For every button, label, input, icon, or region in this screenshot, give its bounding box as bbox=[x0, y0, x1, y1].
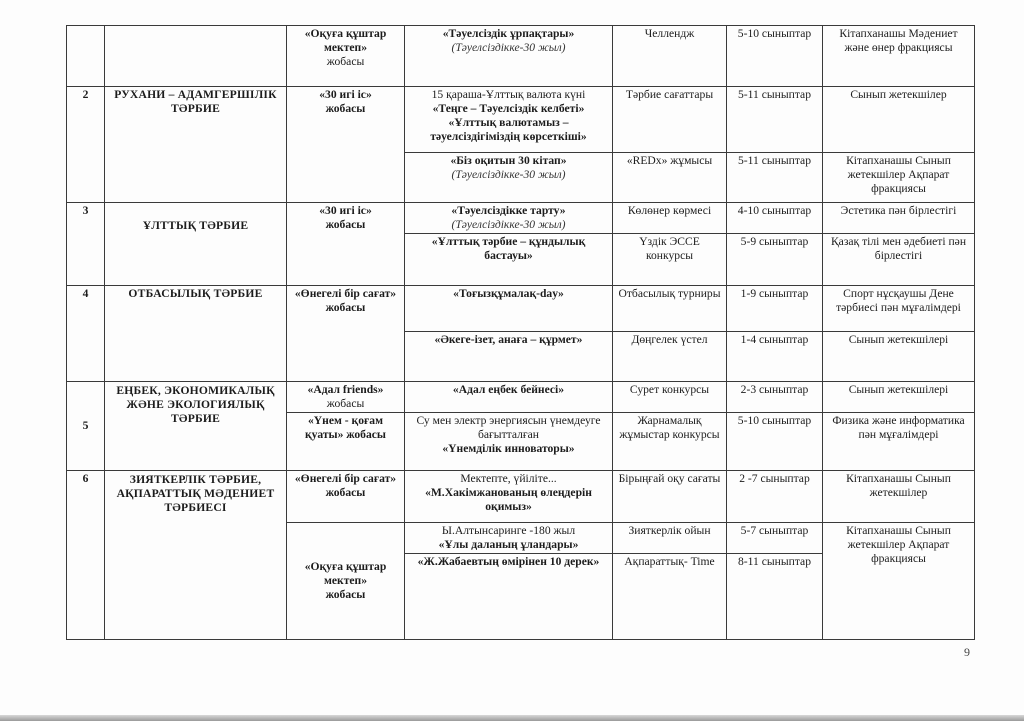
cell-text-line: «Өнегелі бір сағат» bbox=[294, 472, 397, 485]
grades-cell: 5-7 сыныптар bbox=[727, 523, 823, 554]
cell-text-line: жобасы bbox=[325, 486, 366, 499]
cell-text-line: «Оқуға құштар мектеп» bbox=[304, 560, 387, 587]
form-cell: Көлөнер көрмесі bbox=[613, 203, 727, 234]
event-cell bbox=[405, 153, 613, 203]
cell-text-line: жобасы bbox=[326, 55, 365, 68]
cell-text-line: «Оқуға құштар мектеп» bbox=[304, 27, 387, 54]
form-cell: Ақпараттық- Time bbox=[613, 554, 727, 640]
cell-text-line: «Адал еңбек бейнесі» bbox=[452, 383, 565, 396]
form-cell: Үздік ЭССЕ конкурсы bbox=[613, 234, 727, 286]
project-cell bbox=[287, 286, 405, 382]
grades-cell: 2-3 сыныптар bbox=[727, 382, 823, 413]
grades-cell: 5-10 сыныптар bbox=[727, 413, 823, 471]
direction-cell: ЕҢБЕК, ЭКОНОМИКАЛЫҚ ЖӘНЕ ЭКОЛОГИЯЛЫҚ ТӘРБИЕ bbox=[105, 382, 287, 471]
direction-cell: ЗИЯТКЕРЛІК ТӘРБИЕ, АҚПАРАТТЫҚ МӘДЕНИЕТ ТӘРБИЕСІ bbox=[105, 471, 287, 640]
cell-text-line: «Ұлттық тәрбие – құндылық бастауы» bbox=[431, 235, 586, 262]
cell-text-line: «Тәуелсіздікке тарту» bbox=[451, 204, 566, 217]
direction-cell: ОТБАСЫЛЫҚ ТӘРБИЕ bbox=[105, 286, 287, 382]
education-plan-table bbox=[66, 25, 975, 640]
grades-cell: 5-11 сыныптар bbox=[727, 87, 823, 153]
grades-cell: 5-9 сыныптар bbox=[727, 234, 823, 286]
grades-cell: 2 -7 сыныптар bbox=[727, 471, 823, 523]
row-number-cell: 6 bbox=[67, 471, 105, 640]
event-cell bbox=[405, 332, 613, 382]
cell-text-line: жобасы bbox=[325, 588, 366, 601]
responsible-cell: Сынып жетекшілері bbox=[823, 382, 975, 413]
cell-text-line: жобасы bbox=[326, 397, 365, 410]
grades-cell: 8-11 сыныптар bbox=[727, 554, 823, 640]
form-cell: Тәрбие сағаттары bbox=[613, 87, 727, 153]
event-cell bbox=[405, 471, 613, 523]
cell-text-line: жобасы bbox=[325, 301, 366, 314]
responsible-cell: Физика және информатика пән мұғалімдері bbox=[823, 413, 975, 471]
form-cell: Зияткерлік ойын bbox=[613, 523, 727, 554]
direction-cell: РУХАНИ – АДАМГЕРШІЛІК ТӘРБИЕ bbox=[105, 87, 287, 203]
event-cell bbox=[405, 523, 613, 554]
row-number-cell: 4 bbox=[67, 286, 105, 382]
table-row bbox=[67, 203, 975, 234]
cell-text-line: «Үнемділік инноваторы» bbox=[442, 442, 575, 455]
project-cell bbox=[287, 523, 405, 640]
project-cell bbox=[287, 26, 405, 87]
responsible-cell: Сынып жетекшілері bbox=[823, 332, 975, 382]
row-number-cell: 2 bbox=[67, 87, 105, 203]
cell-text-line: Мектепте, үйіліте... bbox=[460, 472, 557, 485]
responsible-cell: Сынып жетекшілер bbox=[823, 87, 975, 153]
row-number-cell bbox=[67, 26, 105, 87]
table-row bbox=[67, 87, 975, 153]
cell-text-line: «30 игі іс» bbox=[319, 204, 372, 217]
cell-text-line: (Тәуелсіздікке-30 жыл) bbox=[451, 41, 566, 54]
scan-bottom-edge bbox=[0, 715, 1024, 721]
event-cell bbox=[405, 26, 613, 87]
event-cell bbox=[405, 382, 613, 413]
project-cell bbox=[287, 413, 405, 471]
event-cell bbox=[405, 234, 613, 286]
row-number-cell: 5 bbox=[67, 382, 105, 471]
form-cell: Отбасылық турниры bbox=[613, 286, 727, 332]
event-cell bbox=[405, 286, 613, 332]
cell-text-line: «Тәуелсіздік ұрпақтары» bbox=[442, 27, 575, 40]
cell-text-line: «Теңге – Тәуелсіздік келбеті» bbox=[432, 102, 585, 115]
event-cell bbox=[405, 87, 613, 153]
grades-cell: 1-9 сыныптар bbox=[727, 286, 823, 332]
responsible-cell: Кітапханашы Сынып жетекшілер bbox=[823, 471, 975, 523]
row-number-cell: 3 bbox=[67, 203, 105, 286]
cell-text-line: Су мен электр энергиясын үнемдеуге бағытталған bbox=[416, 414, 601, 441]
form-cell: Дөңгелек үстел bbox=[613, 332, 727, 382]
grades-cell: 1-4 сыныптар bbox=[727, 332, 823, 382]
project-cell bbox=[287, 382, 405, 413]
direction-cell: ҰЛТТЫҚ ТӘРБИЕ bbox=[105, 203, 287, 286]
cell-text-line: «М.Хакімжанованың өлеңдерін оқимыз» bbox=[425, 486, 592, 513]
event-cell bbox=[405, 203, 613, 234]
responsible-cell: Қазақ тілі мен әдебиеті пән бірлестігі bbox=[823, 234, 975, 286]
table-row bbox=[67, 26, 975, 87]
cell-text-line: «Өнегелі бір сағат» bbox=[294, 287, 397, 300]
project-cell bbox=[287, 203, 405, 286]
form-cell: Жарнамалық жұмыстар конкурсы bbox=[613, 413, 727, 471]
project-cell bbox=[287, 87, 405, 203]
cell-text-line: «Тоғызқұмалақ-day» bbox=[453, 287, 564, 300]
responsible-cell: Спорт нұсқаушы Дене тәрбиесі пән мұғалімдері bbox=[823, 286, 975, 332]
event-cell bbox=[405, 554, 613, 640]
cell-text-line: жобасы bbox=[325, 102, 366, 115]
responsible-cell: Эстетика пән бірлестігі bbox=[823, 203, 975, 234]
form-cell: Сурет конкурсы bbox=[613, 382, 727, 413]
responsible-cell: Кітапханашы Мәдениет және өнер фракциясы bbox=[823, 26, 975, 87]
direction-cell bbox=[105, 26, 287, 87]
grades-cell: 5-11 сыныптар bbox=[727, 153, 823, 203]
cell-text-line: «Біз оқитын 30 кітап» bbox=[450, 154, 567, 167]
table-row bbox=[67, 286, 975, 332]
grades-cell: 5-10 сыныптар bbox=[727, 26, 823, 87]
cell-text-line: «Әкеге-ізет, анаға – құрмет» bbox=[434, 333, 583, 346]
cell-text-line: (Тәуелсіздікке-30 жыл) bbox=[451, 168, 566, 181]
form-cell: «REDx» жұмысы bbox=[613, 153, 727, 203]
cell-text-line: «Үнем - қоғам қуаты» жобасы bbox=[305, 414, 386, 441]
cell-text-line: (Тәуелсіздікке-30 жыл) bbox=[451, 218, 566, 231]
table-row bbox=[67, 471, 975, 523]
cell-text-line: Ы.Алтынсаринге -180 жыл bbox=[441, 524, 576, 537]
responsible-cell: Кітапханашы Сынып жетекшілер Ақпарат фракциясы bbox=[823, 523, 975, 640]
cell-text-line: «30 игі іс» bbox=[319, 88, 372, 101]
table-row bbox=[67, 382, 975, 413]
event-cell bbox=[405, 413, 613, 471]
cell-text-line: «Ұлы даланың ұландары» bbox=[438, 538, 579, 551]
responsible-cell: Кітапханашы Сынып жетекшілер Ақпарат фракциясы bbox=[823, 153, 975, 203]
grades-cell: 4-10 сыныптар bbox=[727, 203, 823, 234]
cell-text-line: «Ж.Жабаевтың өмірінен 10 дерек» bbox=[417, 555, 600, 568]
form-cell: Бірыңғай оқу сағаты bbox=[613, 471, 727, 523]
form-cell: Челлендж bbox=[613, 26, 727, 87]
page-number: 9 bbox=[964, 645, 970, 659]
cell-text-line: 15 қараша-Ұлттық валюта күні bbox=[431, 88, 586, 101]
project-cell bbox=[287, 471, 405, 523]
cell-text-line: «Ұлттық валютамыз – тәуелсіздігіміздің көрсеткіші» bbox=[430, 116, 587, 143]
cell-text-line: жобасы bbox=[325, 218, 366, 231]
cell-text-line: «Адал friends» bbox=[307, 383, 384, 396]
